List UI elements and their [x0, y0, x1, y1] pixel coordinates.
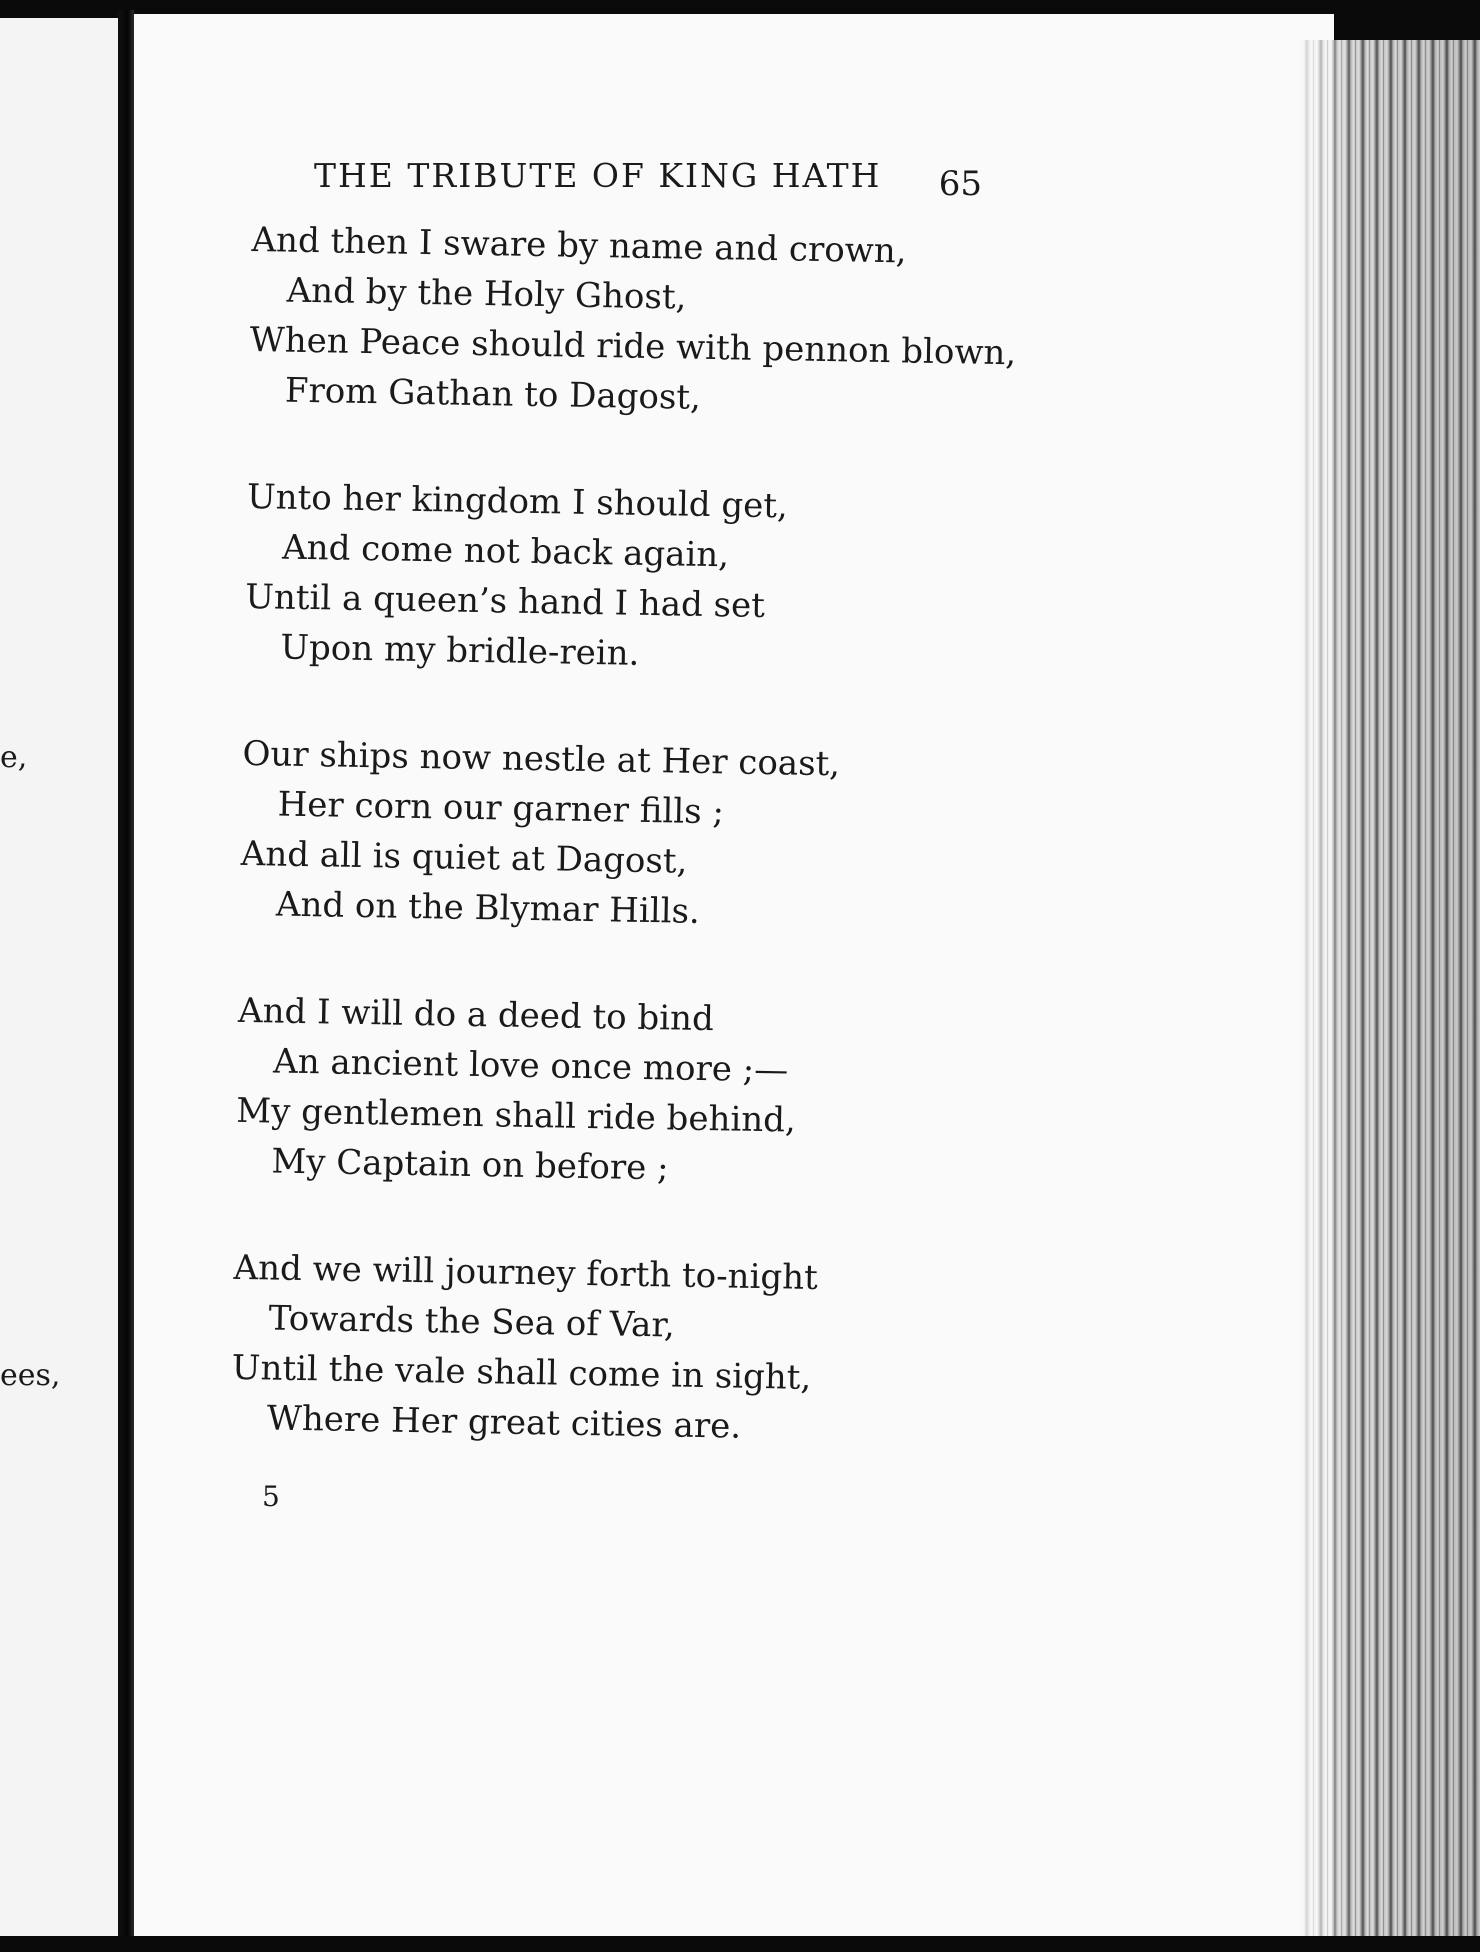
stanza: [231, 1243, 994, 1456]
verse-line: An ancient love once more ;—: [272, 1041, 789, 1091]
verse-line: And come not back again,: [281, 527, 730, 576]
verse-line: And by the Holy Ghost,: [286, 270, 687, 318]
verse-line: Unto her kingdom I should get,: [246, 476, 789, 527]
stanza: [240, 729, 1003, 942]
verse-line: Until a queen’s hand I had set: [244, 576, 766, 627]
bottom-band: [0, 1936, 1480, 1952]
signature-mark: 5: [262, 1480, 280, 1513]
verse-line: My gentlemen shall ride behind,: [236, 1090, 797, 1141]
stanza: [249, 215, 1017, 428]
verse-line: Until the vale shall come in sight,: [231, 1347, 812, 1398]
verse-line: From Gathan to Dagost,: [284, 370, 702, 418]
page-edges-shade: [1300, 40, 1480, 1952]
verse-line: Our ships now nestle at Her coast,: [242, 733, 841, 785]
left-page-fragment: e,: [0, 740, 28, 775]
left-page: [0, 18, 124, 1938]
verse-line: Upon my bridle-rein.: [280, 627, 640, 674]
verse-line: My Captain on before ;: [271, 1141, 669, 1189]
left-page-fragment: ees,: [0, 1358, 61, 1393]
verse-line: Her corn our garner fills ;: [277, 784, 725, 833]
page-number: 65: [938, 164, 982, 204]
book-gutter: [118, 10, 134, 1945]
verse-line: Where Her great cities are.: [266, 1398, 742, 1447]
poem-body: [230, 215, 1017, 1513]
verse-line: And we will journey forth to-night: [233, 1247, 819, 1299]
verse-line: And all is quiet at Dagost,: [240, 833, 688, 882]
stanza: [244, 472, 1007, 685]
verse-line: When Peace should ride with pennon blown,: [249, 319, 1017, 374]
verse-line: And then I sware by name and crown,: [251, 219, 907, 272]
verse-line: And I will do a deed to bind: [237, 990, 715, 1040]
stanza: [235, 986, 998, 1199]
verse-line: And on the Blymar Hills.: [275, 884, 701, 932]
verse-line: Towards the Sea of Var,: [268, 1298, 676, 1346]
running-title: THE TRIBUTE OF KING HATH: [314, 156, 882, 195]
